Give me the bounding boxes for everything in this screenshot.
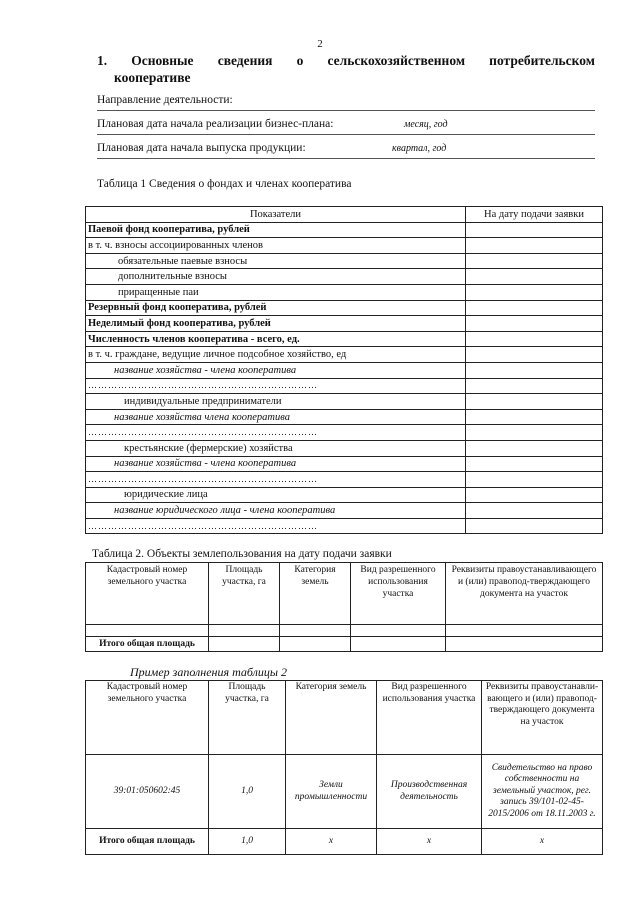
row-indicator: в т. ч. граждане, ведущие личное подсобное хозяйство, ед	[86, 347, 466, 363]
table-row	[86, 472, 603, 488]
section-title-word: сведения	[217, 53, 273, 68]
row-value	[466, 300, 603, 316]
table2-col-usage: Вид разрешенного использования участка	[351, 563, 446, 625]
table-row	[86, 503, 603, 519]
table1-col-date: На дату подачи заявки	[466, 207, 603, 223]
row-value	[466, 347, 603, 363]
row-indicator: приращенные паи	[86, 284, 466, 300]
section-title-word: 1.	[97, 53, 108, 68]
section-title-word: потребительском	[489, 53, 595, 68]
row-indicator: крестьянские (фермерские) хозяйства	[86, 440, 466, 456]
table2-empty-cell	[280, 637, 351, 652]
table-row	[86, 409, 603, 425]
row-value	[466, 440, 603, 456]
table2-empty-cell	[446, 625, 603, 637]
example-usage: Производственная деятельность	[377, 755, 482, 829]
table2-empty-cell	[86, 625, 209, 637]
row-value	[466, 456, 603, 472]
row-value	[466, 222, 603, 238]
table3-caption: Пример заполнения таблицы 2	[130, 665, 287, 679]
section-title-word: о	[296, 53, 304, 68]
row-indicator: Неделимый фонд кооператива, рублей	[86, 316, 466, 332]
table2-total-label: Итого общая площадь	[86, 637, 209, 652]
row-value	[466, 316, 603, 332]
table-row	[86, 362, 603, 378]
row-indicator: Резервный фонд кооператива, рублей	[86, 300, 466, 316]
production-date-value: квартал, год	[392, 143, 447, 154]
table2-empty-cell	[446, 637, 603, 652]
row-indicator: название хозяйства - члена кооператива	[86, 362, 466, 378]
row-value	[466, 487, 603, 503]
row-value	[466, 284, 603, 300]
example-document: Свидетельство на право собственности на земельный участок, рег. запись 39/101-02-45-2015/2006 от 18.11.2003 г.	[482, 755, 603, 829]
table-row	[86, 425, 603, 441]
table-row	[86, 456, 603, 472]
example-cadastre: 39:01:050602:45	[86, 755, 209, 829]
section-title-word: сельскохозяйственном	[327, 53, 466, 68]
land-objects-table	[85, 562, 603, 652]
table-row	[86, 394, 603, 410]
row-indicator: ……………………………………………………………	[86, 472, 466, 488]
example-table	[85, 680, 603, 855]
table2-empty-cell	[280, 625, 351, 637]
row-value	[466, 269, 603, 285]
table-row	[86, 238, 603, 254]
table2-empty-cell	[209, 625, 280, 637]
table-row	[86, 253, 603, 269]
row-indicator: юридические лица	[86, 487, 466, 503]
row-indicator: Численность членов кооператива - всего, ед.	[86, 331, 466, 347]
table-row	[86, 222, 603, 238]
table-row	[86, 284, 603, 300]
table-row	[86, 518, 603, 534]
row-value	[466, 518, 603, 534]
table2-caption: Таблица 2. Объекты землепользования на дату подачи заявки	[92, 548, 392, 560]
row-indicator: Паевой фонд кооператива, рублей	[86, 222, 466, 238]
table3-col-cadastre: Кадастровый номер земельного участка	[86, 681, 209, 755]
table-row	[86, 316, 603, 332]
example-area: 1,0	[209, 755, 286, 829]
table2-col-area: Площадь участка, га	[209, 563, 280, 625]
row-value	[466, 425, 603, 441]
row-value	[466, 394, 603, 410]
row-indicator: ……………………………………………………………	[86, 425, 466, 441]
table-row	[86, 487, 603, 503]
table-row	[86, 331, 603, 347]
table-row	[86, 269, 603, 285]
row-indicator: в т. ч. взносы ассоциированных членов	[86, 238, 466, 254]
row-value	[466, 472, 603, 488]
table1-col-indicators: Показатели	[86, 207, 466, 223]
row-value	[466, 378, 603, 394]
table3-col-area: Площадь участка, га	[209, 681, 286, 755]
table2-empty-cell	[209, 637, 280, 652]
table2-col-document: Реквизиты правоустанавливающего и (или) правопод-тверждающего документа на участок	[446, 563, 603, 625]
table2-col-category: Категория земель	[280, 563, 351, 625]
start-date-field	[97, 118, 595, 135]
table-row	[86, 347, 603, 363]
table1-caption: Таблица 1 Сведения о фондах и членах кооператива	[97, 178, 352, 190]
row-indicator: дополнительные взносы	[86, 269, 466, 285]
row-indicator: обязательные паевые взносы	[86, 253, 466, 269]
row-value	[466, 409, 603, 425]
row-indicator: ……………………………………………………………	[86, 518, 466, 534]
row-value	[466, 362, 603, 378]
table2-col-cadastre: Кадастровый номер земельного участка	[86, 563, 209, 625]
table3-x-cell: x	[377, 829, 482, 855]
table3-x-cell: x	[286, 829, 377, 855]
funds-members-table	[85, 206, 603, 534]
table3-col-usage: Вид разрешенного использования участка	[377, 681, 482, 755]
example-category: Земли промышленности	[286, 755, 377, 829]
section-title-line2: кооперативе	[114, 70, 191, 85]
row-indicator: название юридического лица - члена кооператива	[86, 503, 466, 519]
table3-total-label: Итого общая площадь	[86, 829, 209, 855]
table2-empty-cell	[351, 625, 446, 637]
production-date-label: Плановая дата начала выпуска продукции:	[97, 142, 306, 154]
table-row	[86, 440, 603, 456]
page-number: 2	[317, 38, 323, 50]
table3-col-document: Реквизиты правоустанавли-вающего и (или) правопод-тверждающего документа на участок	[482, 681, 603, 755]
row-indicator: ……………………………………………………………	[86, 378, 466, 394]
start-date-label: Плановая дата начала реализации бизнес-плана:	[97, 118, 334, 130]
row-indicator: индивидуальные предприниматели	[86, 394, 466, 410]
row-value	[466, 331, 603, 347]
row-indicator: название хозяйства - члена кооператива	[86, 456, 466, 472]
row-value	[466, 253, 603, 269]
row-indicator: название хозяйства члена кооператива	[86, 409, 466, 425]
section-title	[97, 52, 595, 86]
row-value	[466, 238, 603, 254]
table3-col-category: Категория земель	[286, 681, 377, 755]
table-row	[86, 300, 603, 316]
production-date-field	[97, 142, 595, 159]
table2-empty-cell	[351, 637, 446, 652]
direction-label: Направление деятельности:	[97, 94, 233, 106]
section-title-word: Основные	[131, 53, 194, 68]
start-date-value: месяц, год	[404, 119, 448, 130]
table3-x-cell: x	[482, 829, 603, 855]
table-row	[86, 378, 603, 394]
row-value	[466, 503, 603, 519]
table3-total-area: 1,0	[209, 829, 286, 855]
direction-field	[97, 94, 595, 111]
